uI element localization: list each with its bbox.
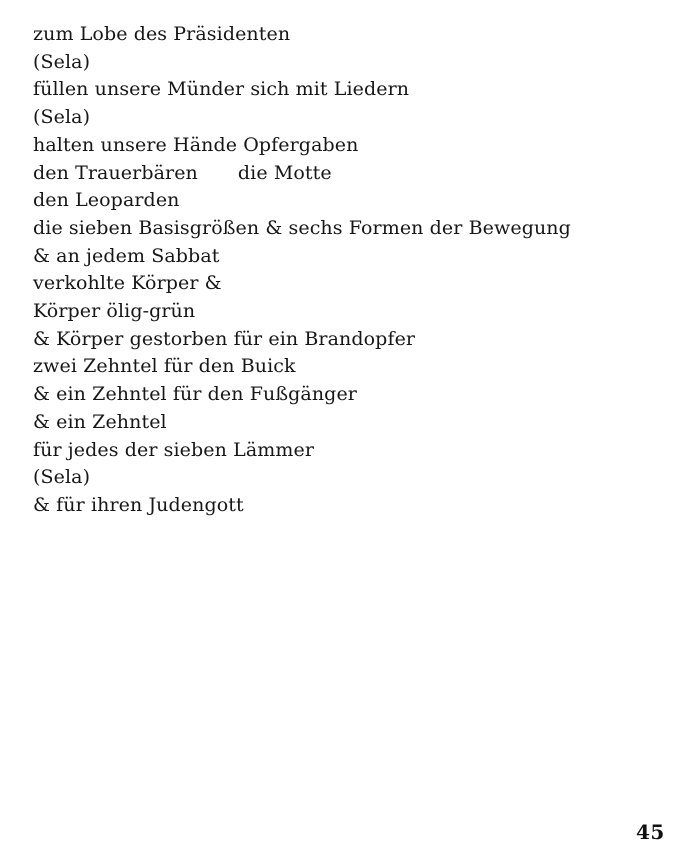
poem-line-segment: & für ihren Judengott [33, 493, 244, 516]
poem-line [33, 215, 663, 243]
poem-line [33, 160, 663, 188]
poem-line [33, 298, 663, 326]
poem-line [33, 49, 663, 77]
poem-line [33, 492, 663, 520]
poem-line [33, 132, 663, 160]
poem-line-segment: & an jedem Sabbat [33, 244, 220, 267]
poem-line [33, 464, 663, 492]
poem-line [33, 21, 663, 49]
poem-line [33, 187, 663, 215]
page-number: 45 [636, 820, 665, 844]
poem-line-segment: zum Lobe des Präsidenten [33, 23, 291, 45]
poem-line [33, 270, 663, 298]
poem-line [33, 76, 663, 104]
poem-line [33, 104, 663, 132]
poem-line-segment: für jedes der sieben Lämmer [33, 438, 315, 461]
poem-line-segment: die Motte [237, 161, 332, 184]
poem-line [33, 437, 663, 465]
poem-line-segment: (Sela) [33, 106, 91, 129]
poem-line-segment: die sieben Basisgrößen & sechs Formen der Bewegung [33, 216, 571, 239]
poem-line [33, 353, 663, 381]
poem-line-segment: den Leoparden [33, 189, 180, 212]
poem-line-segment: (Sela) [33, 50, 91, 73]
poem-line-segment: & ein Zehntel [33, 410, 167, 433]
poem-line-segment: Körper ölig-grün [33, 300, 196, 323]
poem-line-segment: verkohlte Körper & [33, 272, 222, 295]
poem-line [33, 381, 663, 409]
poem-line-segment: füllen unsere Münder sich mit Liedern [33, 78, 410, 101]
poem-line-segment: & ein Zehntel für den Fußgänger [33, 383, 357, 406]
poem-line-segment: halten unsere Hände Opfergaben [33, 133, 359, 156]
poem-line [33, 243, 663, 271]
poem-line-segment: den Trauerbären [33, 161, 198, 184]
poem-line [33, 326, 663, 354]
poem-line-segment: (Sela) [33, 466, 91, 489]
poem-line [33, 409, 663, 437]
poem-text [33, 21, 663, 520]
poem-line-segment: & Körper gestorben für ein Brandopfer [33, 327, 416, 350]
poem-line-segment: zwei Zehntel für den Buick [33, 355, 296, 378]
